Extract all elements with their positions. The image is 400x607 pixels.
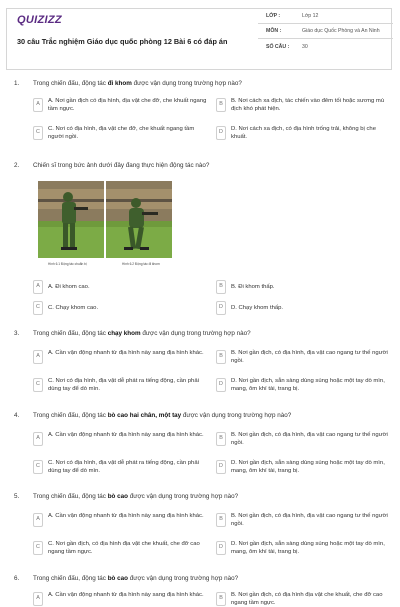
option-text: B. Nơi gần địch, có địa hình, địa vật cao ngang tư thế người ngồi. [231,432,388,446]
option-text: A. Đi khom cao. [48,284,90,290]
option-c[interactable] [33,126,208,141]
option-letter: B [216,432,226,446]
question-text [33,493,238,501]
meta-value: 30 [302,43,308,50]
option-d[interactable] [216,460,391,475]
option-text: B. Nơi gần địch, có địa hình địa vật che khuất, che đỡ cao ngang tầm ngực. [231,592,383,606]
option-text: C. Nơi có địa hình, địa vật dễ phát ra tiếng động, cần phải dùng tay để dò mìn. [48,460,199,474]
option-text: A. Cần vận động nhanh từ địa hình này sang địa hình khác. [48,592,204,598]
option-letter: C [33,460,43,474]
option-b[interactable] [216,432,391,447]
option-text: D. Chạy khom thấp. [231,305,284,311]
option-letter: C [33,378,43,392]
option-letter: D [216,541,226,555]
option-a[interactable] [33,98,208,113]
question-text-post: được vận dụng trong trường hợp nào? [127,493,239,500]
meta-value: Giáo dục Quốc Phòng và An Ninh [302,28,380,34]
option-text: A. Cần vận động nhanh từ địa hình này sang địa hình khác. [48,513,204,519]
meta-label: SỐ CÂU : [266,43,290,50]
soldier-photo-right [106,181,172,258]
option-a[interactable] [33,280,208,294]
option-text: A. Cần vận động nhanh từ địa hình này sang địa hình khác. [48,350,204,356]
question-3 [14,330,392,338]
option-d[interactable] [216,301,391,315]
option-letter: C [33,126,43,140]
question-text-bold: đi khom [107,80,132,87]
question-text [33,330,251,338]
option-text: D. Nơi gần địch, sẵn sàng dùng súng hoặc một tay dò mìn, mang, ôm khí tài, trang bị. [231,460,385,474]
question-4 [14,412,392,420]
option-text: C. Nơi gần địch, có địa hình địa vật che khuất, che đỡ cao ngang tầm ngực. [48,541,200,555]
meta-value: Lớp 12 [302,13,319,19]
question-text-bold: chạy khom [107,330,141,337]
question-text-post: được vận dụng trong trường hợp nào? [140,330,251,337]
option-text: B. Đi khom thấp. [231,284,275,290]
option-letter: A [33,98,43,112]
option-b[interactable] [216,280,391,294]
option-letter: A [33,592,43,606]
option-a[interactable] [33,513,208,527]
option-b[interactable] [216,98,391,113]
quizizz-logo: QUIZIZZ [17,14,62,26]
question-text-pre: Trong chiến đấu, động tác [33,575,108,582]
option-text: B. Nơi gần địch, có địa hình, địa vật cao ngang tư thế người ngồi. [231,513,388,527]
option-letter: C [33,301,43,315]
option-text: C. Nơi có địa hình, địa vật dễ phát ra tiếng động, cần phải dùng tay để dò mìn. [48,378,199,392]
question-text-pre: Trong chiến đấu, động tác [33,80,108,87]
option-letter: B [216,350,226,364]
option-letter: A [33,280,43,294]
question-number: 1. [14,80,20,87]
page-title: 30 câu Trắc nghiệm Giáo dục quốc phòng 12 Bài 6 có đáp án [17,37,228,46]
option-a[interactable] [33,592,208,606]
option-a[interactable] [33,432,208,446]
option-d[interactable] [216,126,391,141]
question-text-bold: bò cao [107,493,128,500]
question-text-pre: Trong chiến đấu, động tác [33,493,108,500]
option-b[interactable] [216,592,391,607]
question-1 [14,80,392,88]
option-text: D. Nơi gần địch, sẵn sàng dùng súng hoặc một tay dò mìn, mang, ôm khí tài, trang bị. [231,378,385,392]
option-d[interactable] [216,378,391,393]
option-letter: B [216,513,226,527]
question-text [33,412,291,420]
question-text [33,575,238,583]
meta-row-class [258,9,393,24]
figure-caption-left: Hình 6.1 Động tác chuẩn bị [48,262,87,266]
soldier-figure [38,181,172,266]
question-number: 5. [14,493,20,500]
option-text: B. Nơi cách xa địch, tác chiến vào đêm tối hoặc sương mù địch khó phát hiện. [231,98,385,112]
question-text-bold: bò cao [107,575,128,582]
option-letter: D [216,378,226,392]
option-c[interactable] [33,301,208,315]
meta-row-subject [258,24,393,39]
option-b[interactable] [216,350,391,365]
option-letter: A [33,350,43,364]
option-text: D. Nơi cách xa địch, có địa hình trống trải, không bị che khuất. [231,126,376,140]
figure-caption-right: Hình 6.2 Động tác đi khom [122,262,160,266]
option-text: B. Nơi gần địch, có địa hình, địa vật cao ngang tư thế người ngồi. [231,350,388,364]
question-number: 2. [14,162,20,169]
question-text: Chiến sĩ trong bức ảnh dưới đây đang thực hiện động tác nào? [33,162,210,169]
question-text-pre: Trong chiến đấu, động tác [33,412,108,419]
option-letter: D [216,301,226,315]
question-text-pre: Trong chiến đấu, động tác [33,330,108,337]
option-letter: A [33,513,43,527]
option-text: C. Chạy khom cao. [48,305,99,311]
option-letter: B [216,280,226,294]
option-c[interactable] [33,460,208,475]
worksheet-header [6,8,392,70]
question-text-bold: bò cao hai chân, một tay [107,412,182,419]
option-letter: B [216,98,226,112]
question-text-post: được vận dụng trong trường hợp nào? [131,80,242,87]
meta-label: LỚP : [266,13,281,19]
option-text: C. Nơi có địa hình, địa vật che đỡ, che khuất ngang tầm người ngồi. [48,126,195,140]
question-number: 4. [14,412,20,419]
option-letter: C [33,541,43,555]
question-2 [14,162,392,170]
option-letter: D [216,126,226,140]
question-number: 6. [14,575,20,582]
option-a[interactable] [33,350,208,364]
option-c[interactable] [33,541,208,556]
option-b[interactable] [216,513,391,528]
soldier-photo-left [38,181,104,258]
option-letter: A [33,432,43,446]
option-text: A. Nơi gần địch có địa hình, địa vật che đỡ, che khuất ngang tầm ngực. [48,98,207,112]
option-letter: D [216,460,226,474]
meta-row-count [258,39,393,54]
option-c[interactable] [33,378,208,393]
question-text-post: được vận dụng trong trường hợp nào? [181,412,292,419]
meta-table [258,9,393,69]
meta-label: MÔN : [266,28,282,34]
question-text-post: được vận dụng trong trường hợp nào? [127,575,239,582]
option-letter: B [216,592,226,606]
option-text: D. Nơi gần địch, sẵn sàng dùng súng hoặc một tay dò mìn, mang, ôm khí tài, trang bị. [231,541,385,555]
option-text: A. Cần vận động nhanh từ địa hình này sang địa hình khác. [48,432,204,438]
question-5 [14,493,392,501]
question-text [33,80,242,88]
option-d[interactable] [216,541,391,556]
question-6 [14,575,392,583]
question-number: 3. [14,330,20,337]
